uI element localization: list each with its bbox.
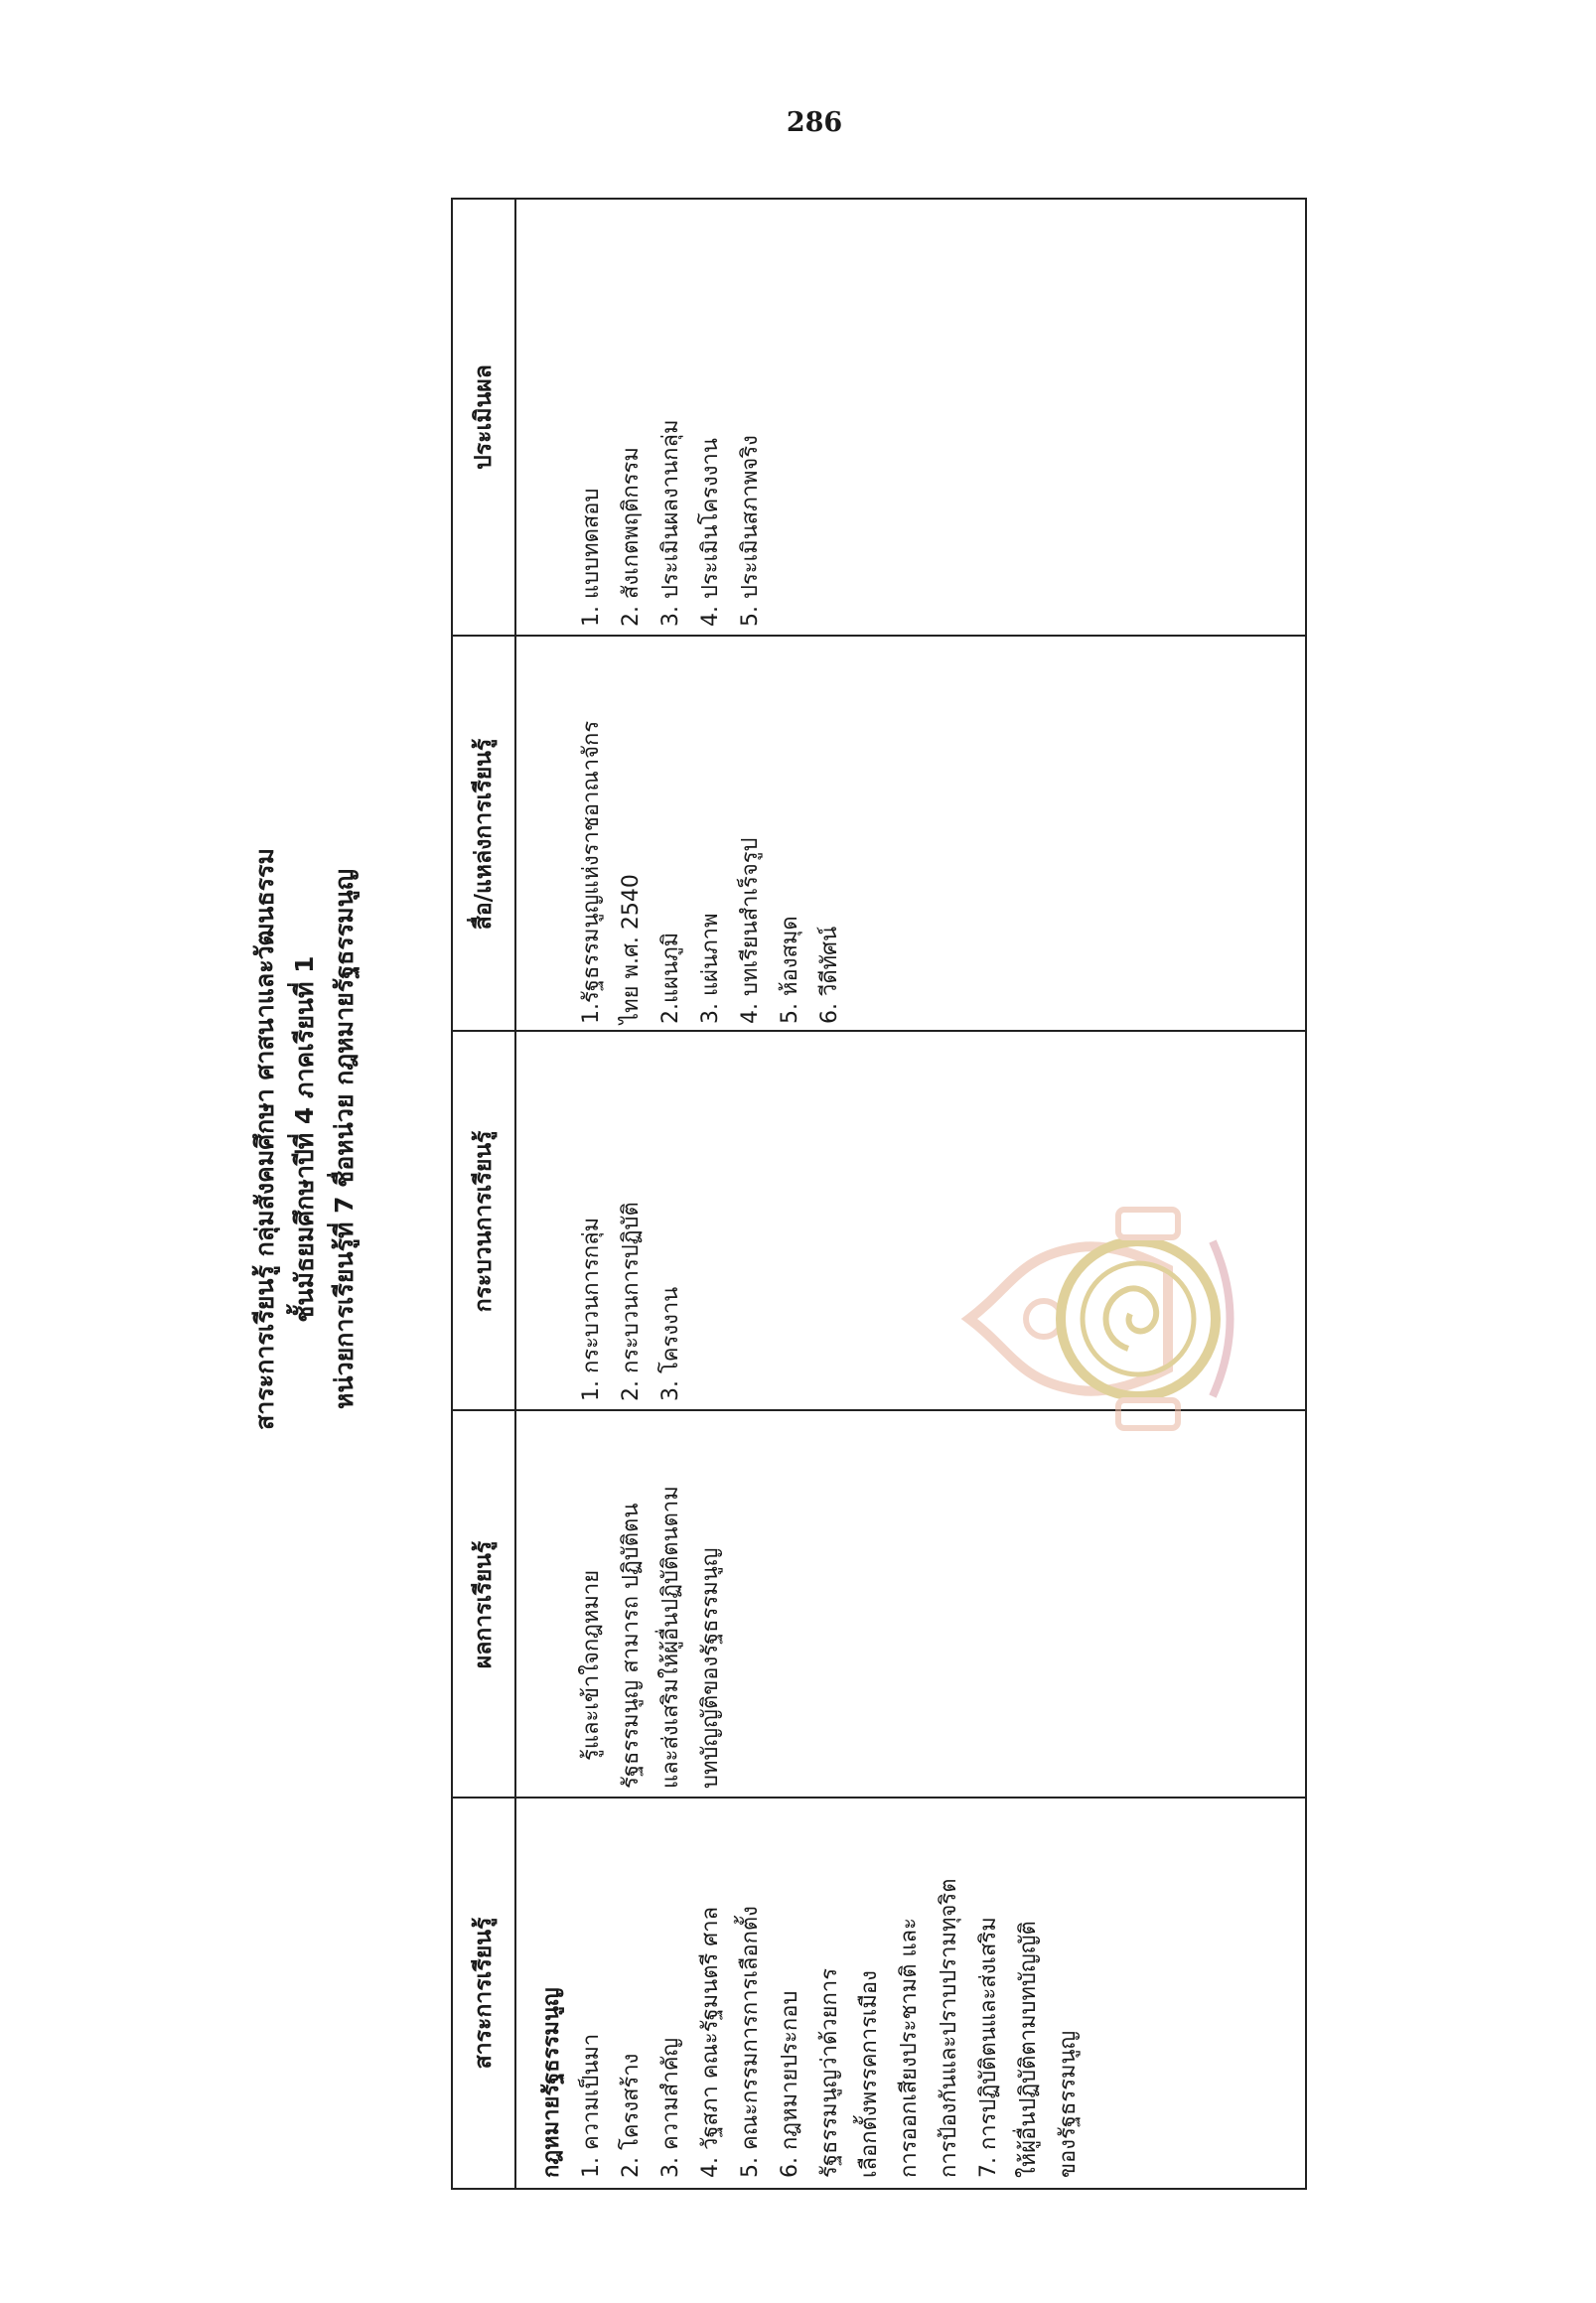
evaluation-line: 5. ประเมินสภาพจริง bbox=[738, 435, 763, 627]
content-line: 4. วัฐสภา คณะรัฐมนตรี ศาล bbox=[698, 1906, 723, 2178]
content-line: เลือกตั้งพรรคการเมือง bbox=[857, 1970, 882, 2178]
process-line: 2. กระบวนการปฏิบัติ bbox=[619, 1202, 644, 1401]
media-line: 4. บทเรียนสำเร็จรูป bbox=[738, 837, 763, 1024]
content-line: 7. การปฏิบัติตนและส่งเสริม bbox=[976, 1917, 1001, 2178]
content-cell bbox=[532, 1800, 1088, 2178]
header-process: กระบวนการเรียนรู้ bbox=[471, 1130, 497, 1313]
media-line: 1.รัฐธรรมนูญแห่งราชอาณาจักร bbox=[579, 720, 604, 1024]
header-divider bbox=[514, 200, 516, 2188]
header-media: สื่อ/แหล่งการเรียนรู้ bbox=[471, 738, 497, 931]
media-cell bbox=[532, 639, 850, 1024]
header-content: สาระการเรียนรู้ bbox=[471, 1917, 497, 2070]
content-line: รัฐธรรมนูญว่าด้วยการ bbox=[817, 1967, 842, 2178]
evaluation-line: 1. แบบทดสอบ bbox=[579, 488, 604, 627]
outcomes-line: บทบัญญัติของรัฐธรรมนูญ bbox=[698, 1547, 723, 1789]
heading-subject: สาระการเรียนรู้ กลุ่มสังคมศึกษา ศาสนาและวัฒนธรรม bbox=[250, 848, 279, 1430]
column-divider bbox=[453, 1797, 1305, 1799]
outcomes-line: และส่งเสริมให้ผู้อื่นปฏิบัติตนตาม bbox=[658, 1486, 683, 1789]
column-divider bbox=[453, 1030, 1305, 1032]
media-line: ไทย พ.ศ. 2540 bbox=[619, 874, 644, 1024]
content-line: 6. กฎหมายประกอบ bbox=[778, 1990, 802, 2178]
process-line bbox=[532, 1034, 572, 1401]
outcomes-line bbox=[532, 1415, 572, 1789]
header-outcomes: ผลการเรียนรู้ bbox=[471, 1540, 497, 1669]
content-line: การออกเสียงประชามติ และ bbox=[897, 1918, 922, 2178]
media-line: 3. แผ่นภาพ bbox=[698, 913, 723, 1024]
outcomes-line: รัฐธรรมนูญ สามารถ ปฏิบัติตน bbox=[619, 1503, 644, 1789]
media-line: 6. วีดีทัศน์ bbox=[817, 926, 842, 1024]
content-line: ของรัฐธรรมนูญ bbox=[1056, 2030, 1081, 2178]
evaluation-line bbox=[532, 202, 572, 627]
heading-grade: ชั้นมัธยมศึกษาปีที่ 4 ภาคเรียนที่ 1 bbox=[290, 955, 319, 1323]
content-line: 1. ความเป็นมา bbox=[579, 2033, 604, 2178]
content-line: 3. ความสำคัญ bbox=[658, 2037, 683, 2178]
content-line: ให้ผู้อื่นปฏิบัติตามบทบัญญัติ bbox=[1016, 1921, 1041, 2178]
rotated-page bbox=[230, 67, 1462, 2212]
content-line: 2. โครงสร้าง bbox=[619, 2053, 644, 2178]
ministry-seal-icon bbox=[949, 1190, 1247, 1448]
process-line: 1. กระบวนการกลุ่ม bbox=[579, 1217, 604, 1401]
content-line: 5. คณะกรรมการการเลือกตั้ง bbox=[738, 1906, 763, 2178]
column-divider bbox=[453, 635, 1305, 637]
page-number: 286 bbox=[786, 107, 843, 138]
content-line: กฎหมายรัฐธรรมนูญ bbox=[539, 1987, 564, 2178]
outcomes-cell bbox=[532, 1415, 731, 1789]
evaluation-line: 2. สังเกตพฤติกรรม bbox=[619, 447, 644, 627]
media-line bbox=[532, 639, 572, 1024]
evaluation-line: 3. ประเมินผลงานกลุ่ม bbox=[658, 419, 683, 627]
curriculum-table bbox=[451, 198, 1307, 2190]
process-cell bbox=[532, 1034, 691, 1401]
media-line: 2.แผนภูมิ bbox=[658, 932, 683, 1024]
outcomes-line: รู้และเข้าใจกฎหมาย bbox=[579, 1569, 604, 1761]
evaluation-cell bbox=[532, 202, 771, 627]
media-line: 5. ห้องสมุด bbox=[778, 916, 802, 1024]
header-evaluation: ประเมินผล bbox=[471, 364, 497, 470]
evaluation-line: 4. ประเมินโครงงาน bbox=[698, 438, 723, 627]
process-line: 3. โครงงาน bbox=[658, 1286, 683, 1401]
heading-unit: หน่วยการเรียนรู้ที่ 7 ชื่อหน่วย กฎหมายรัฐธรรมนูญ bbox=[330, 869, 359, 1409]
content-line: การป้องกันและปราบปรามทุจริต bbox=[937, 1878, 961, 2178]
